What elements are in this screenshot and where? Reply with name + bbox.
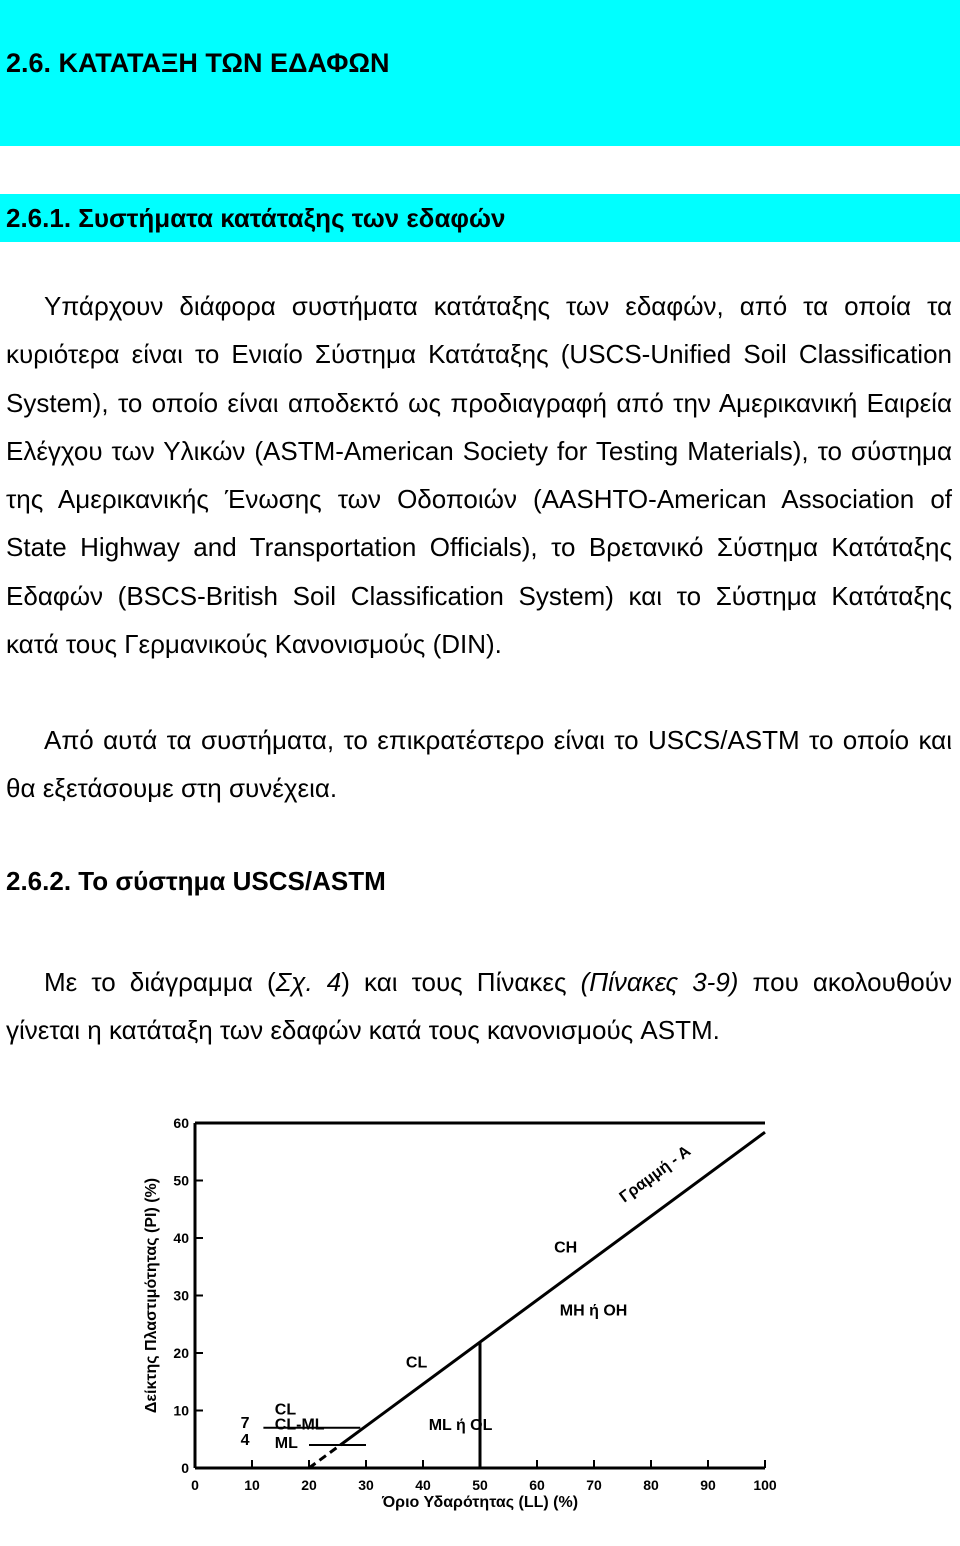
y-axis-label: Δείκτης Πλαστιμότητας (PI) (%) (143, 1177, 160, 1414)
y-tick-label: 20 (173, 1345, 189, 1361)
x-tick-label: 90 (700, 1477, 716, 1493)
series-line-dashed (309, 1445, 340, 1468)
x-tick-label: 100 (753, 1477, 777, 1493)
x-tick-label: 50 (472, 1477, 488, 1493)
paragraph-classification-systems (6, 282, 952, 668)
paragraph-text: Υπάρχουν διάφορα συστήματα κατάταξης των εδαφών, από τα οποία τα κυριότερα είναι το Ενιαίο Σύστημα Κατάταξης (USCS-Unified Soil Classification System), το οποίο είναι αποδεκτό ως προδιαγραφή από την Αμερικανική Εαιρεία Ελέγχου των Υλικών (ASTM-American Society for Testing Materials), το σύστημα της Αμερικανικής Ένωσης των Οδοποιών (AASHTO-American Association of State Highway and Transportation Officials), το Βρετανικό Σύστημα Κατάταξης Εδαφών (BSCS-British Soil Classification System) και το Σύστημα Κατάταξης κατά τους Γερμανικούς Κανονισμούς (DIN). (6, 291, 952, 660)
a-line-label: Γραμμή - Α (616, 1142, 695, 1207)
subsection-heading-uscs: 2.6.2. Το σύστημα USCS/ASTM (6, 866, 386, 896)
x-tick-label: 0 (191, 1477, 199, 1493)
a-line (340, 1132, 765, 1445)
section-heading-banner (0, 0, 960, 146)
subsection-heading: 2.6.1. Συστήματα κατάταξης των εδαφών (6, 202, 506, 233)
zone-label: CH (554, 1239, 578, 1257)
x-tick-label: 20 (301, 1477, 317, 1493)
x-tick-label: 30 (358, 1477, 374, 1493)
x-axis-label: Όριο Υδαρότητας (LL) (%) (381, 1494, 579, 1511)
zone-label: MH ή OH (559, 1302, 628, 1320)
figure-reference: Σχ. 4 (275, 967, 342, 997)
zone-label: ML (274, 1434, 298, 1452)
subsection-heading-banner (0, 194, 960, 242)
x-tick-label: 70 (586, 1477, 602, 1493)
plasticity-chart (0, 1100, 960, 1540)
x-tick-label: 10 (244, 1477, 260, 1493)
x-tick-label: 40 (415, 1477, 431, 1493)
chart-annotations (241, 1239, 628, 1452)
y-tick-label: 10 (173, 1402, 189, 1419)
zone-label: CL-ML (274, 1416, 325, 1434)
paragraph-uscs-preferred (6, 716, 952, 813)
y-tick-label: 40 (173, 1230, 189, 1246)
zone-label: 4 (240, 1432, 250, 1449)
zone-label: CL (274, 1401, 297, 1419)
x-tick-label: 80 (643, 1477, 659, 1493)
zone-label: CL (405, 1354, 428, 1372)
section-heading: 2.6. ΚΑΤΑΤΑΞΗ ΤΩΝ ΕΔΑΦΩΝ (6, 48, 390, 78)
zone-label: ML ή OL (428, 1417, 493, 1435)
zone-label: 7 (240, 1414, 250, 1432)
paragraph-diagram-reference: Με το διάγραμμα (Σχ. 4) και τους Πίνακες (Πίνακες 3-9) που ακολουθούν γίνεται η κατάταξη των εδαφών κατά τους κανονισμούς ASTM. (6, 967, 952, 1046)
chart-ticks (173, 1115, 776, 1493)
x-tick-label: 60 (529, 1477, 545, 1493)
paragraph-text: Από αυτά τα συστήματα, το επικρατέστερο είναι το USCS/ASTM το οποίο και θα εξετάσουμε στη συνέχεια. (6, 725, 952, 804)
y-tick-label: 30 (173, 1287, 189, 1304)
y-tick-label: 0 (181, 1460, 189, 1476)
y-tick-label: 60 (173, 1115, 189, 1131)
tables-reference: (Πίνακες 3-9) (580, 967, 739, 997)
y-tick-label: 50 (173, 1172, 189, 1189)
chart-lines (263, 1132, 765, 1468)
